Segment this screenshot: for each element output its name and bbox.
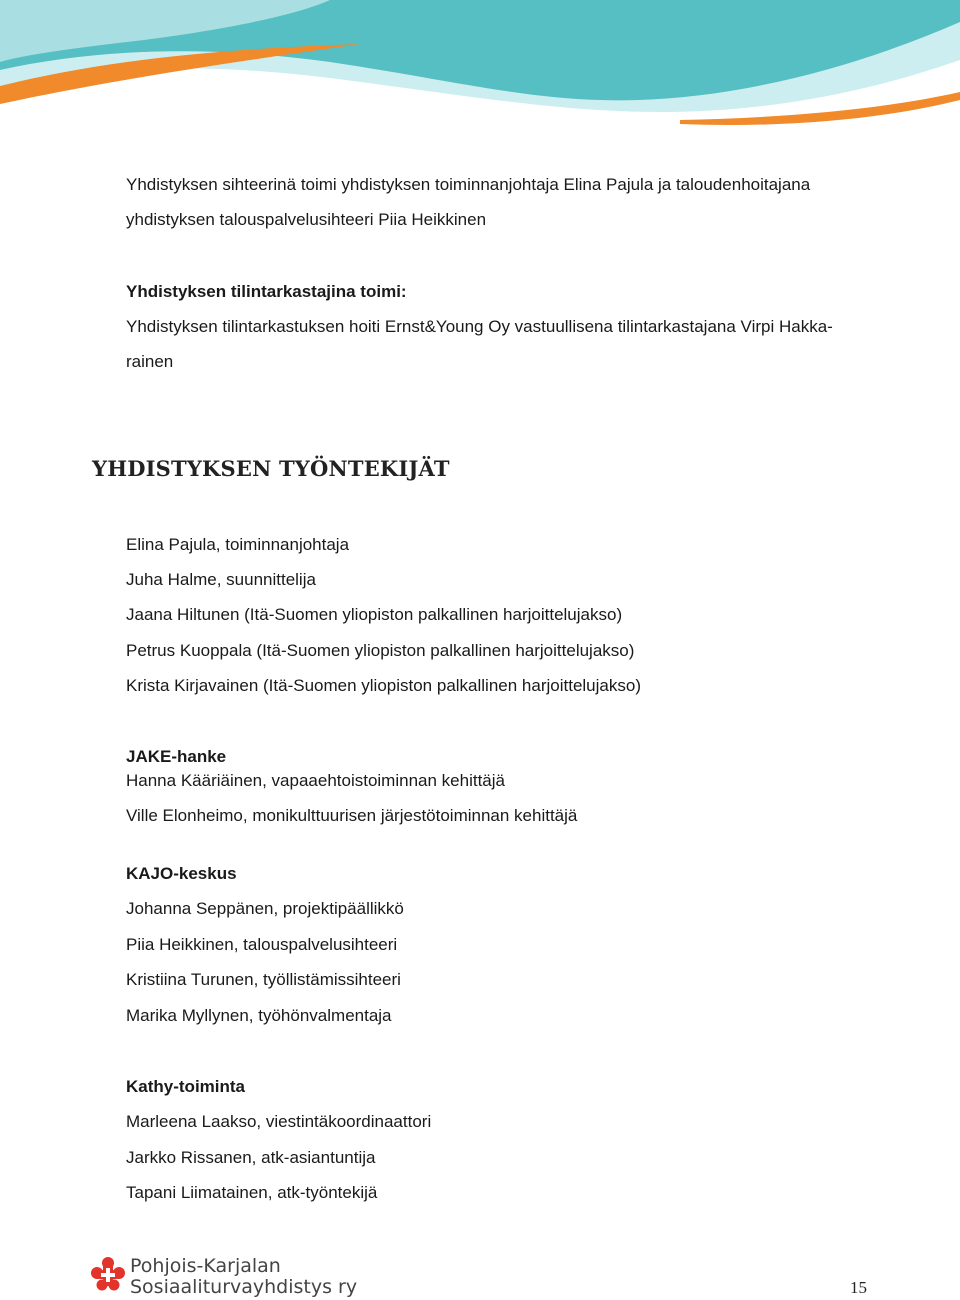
organization-logo: [90, 1254, 390, 1300]
logo-text-line-1: Pohjois-Karjalan: [130, 1255, 281, 1277]
staff-list-item: Krista Kirjavainen (Itä-Suomen yliopiston palkallinen harjoittelujakso): [126, 676, 641, 695]
kathy-list-item: Jarkko Rissanen, atk-asiantuntija: [126, 1148, 376, 1167]
kajo-list-item: Kristiina Turunen, työllistämissihteeri: [126, 970, 401, 989]
kathy-heading: Kathy-toiminta: [126, 1077, 245, 1096]
secretary-text-line-2: yhdistyksen talouspalvelusihteeri Piia Heikkinen: [126, 210, 487, 229]
jake-list-item: Hanna Kääriäinen, vapaaehtoistoiminnan kehittäjä: [126, 771, 505, 790]
kathy-list-item: Marleena Laakso, viestintäkoordinaattori: [126, 1112, 432, 1131]
auditor-text-line-1: Yhdistyksen tilintarkastuksen hoiti Ernst&Young Oy vastuullisena tilintarkastajana Virpi Hakka-: [126, 317, 833, 336]
kajo-list-item: Johanna Seppänen, projektipäällikkö: [126, 899, 404, 918]
page-number: 15: [850, 1278, 867, 1297]
red-cross-heart-icon: [90, 1256, 126, 1296]
staff-list-item: Jaana Hiltunen (Itä-Suomen yliopiston palkallinen harjoittelujakso): [126, 605, 623, 624]
staff-section-heading: YHDISTYKSEN TYÖNTEKIJÄT: [92, 456, 450, 481]
staff-list-item: Petrus Kuoppala (Itä-Suomen yliopiston palkallinen harjoittelujakso): [126, 641, 635, 660]
kajo-list-item: Marika Myllynen, työhönvalmentaja: [126, 1006, 392, 1025]
staff-list-item: Elina Pajula, toiminnanjohtaja: [126, 535, 350, 554]
staff-list-item: Juha Halme, suunnittelija: [126, 570, 316, 589]
kathy-list-item: Tapani Liimatainen, atk-työntekijä: [126, 1183, 378, 1202]
kajo-list-item: Piia Heikkinen, talouspalvelusihteeri: [126, 935, 398, 954]
auditor-heading: Yhdistyksen tilintarkastajina toimi:: [126, 282, 407, 301]
jake-heading: JAKE-hanke: [126, 747, 227, 766]
jake-list-item: Ville Elonheimo, monikulttuurisen järjestötoiminnan kehittäjä: [126, 806, 578, 825]
logo-text-line-2: Sosiaaliturvayhdistys ry: [130, 1276, 358, 1298]
header-wave-decoration: [0, 0, 960, 140]
auditor-text-line-2: rainen: [126, 352, 174, 371]
kajo-heading: KAJO-keskus: [126, 864, 237, 883]
secretary-text-line-1: Yhdistyksen sihteerinä toimi yhdistyksen toiminnanjohtaja Elina Pajula ja taloudenhoitajana: [126, 175, 811, 194]
